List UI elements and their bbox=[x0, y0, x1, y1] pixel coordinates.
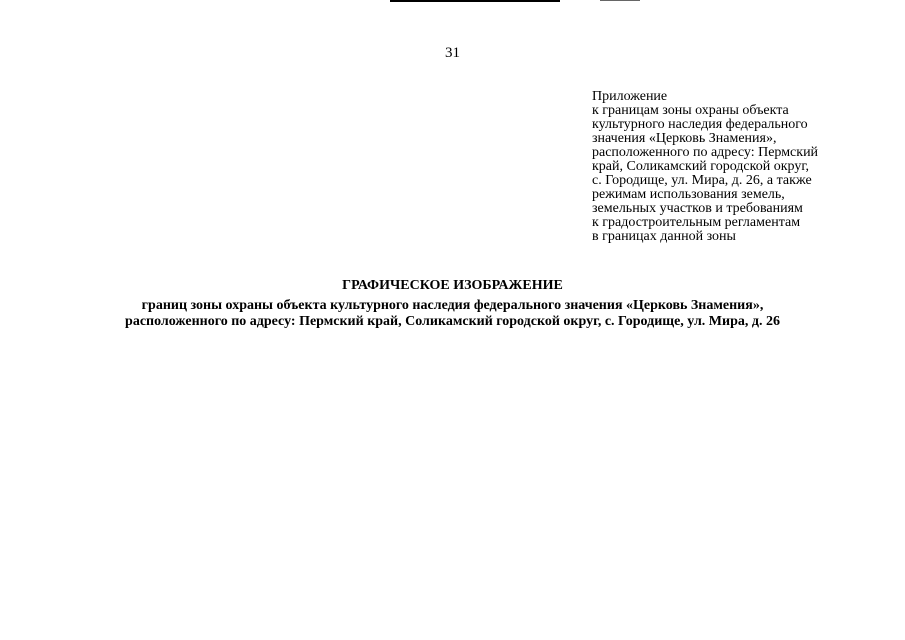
appendix-line: значения «Церковь Знамения», bbox=[592, 131, 777, 146]
appendix-line: Приложение bbox=[592, 89, 668, 104]
page-number: 31 bbox=[445, 45, 460, 61]
top-scan-line-short bbox=[600, 0, 640, 1]
appendix-line: расположенного по адресу: Пермский bbox=[592, 145, 819, 160]
appendix-line: культурного наследия федерального bbox=[592, 117, 808, 132]
appendix-block bbox=[592, 90, 892, 244]
subtitle-line: расположенного по адресу: Пермский край, Соликамский городской округ, с. Городище, ул. Мира, д. 26 bbox=[125, 314, 780, 329]
subtitle-line: границ зоны охраны объекта культурного наследия федерального значения «Церковь Знамения», bbox=[141, 298, 764, 313]
appendix-line: земельных участков и требованиям bbox=[592, 201, 803, 216]
appendix-line: край, Соликамский городской округ, bbox=[592, 159, 809, 174]
top-scan-line bbox=[390, 0, 560, 2]
appendix-line: с. Городище, ул. Мира, д. 26, а также bbox=[592, 173, 812, 188]
document-subtitle bbox=[0, 298, 905, 330]
appendix-line: режимам использования земель, bbox=[592, 187, 785, 202]
document-title: ГРАФИЧЕСКОЕ ИЗОБРАЖЕНИЕ bbox=[342, 278, 563, 293]
appendix-line: к границам зоны охраны объекта bbox=[592, 103, 789, 118]
appendix-line: в границах данной зоны bbox=[592, 229, 736, 244]
appendix-line: к градостроительным регламентам bbox=[592, 215, 801, 230]
